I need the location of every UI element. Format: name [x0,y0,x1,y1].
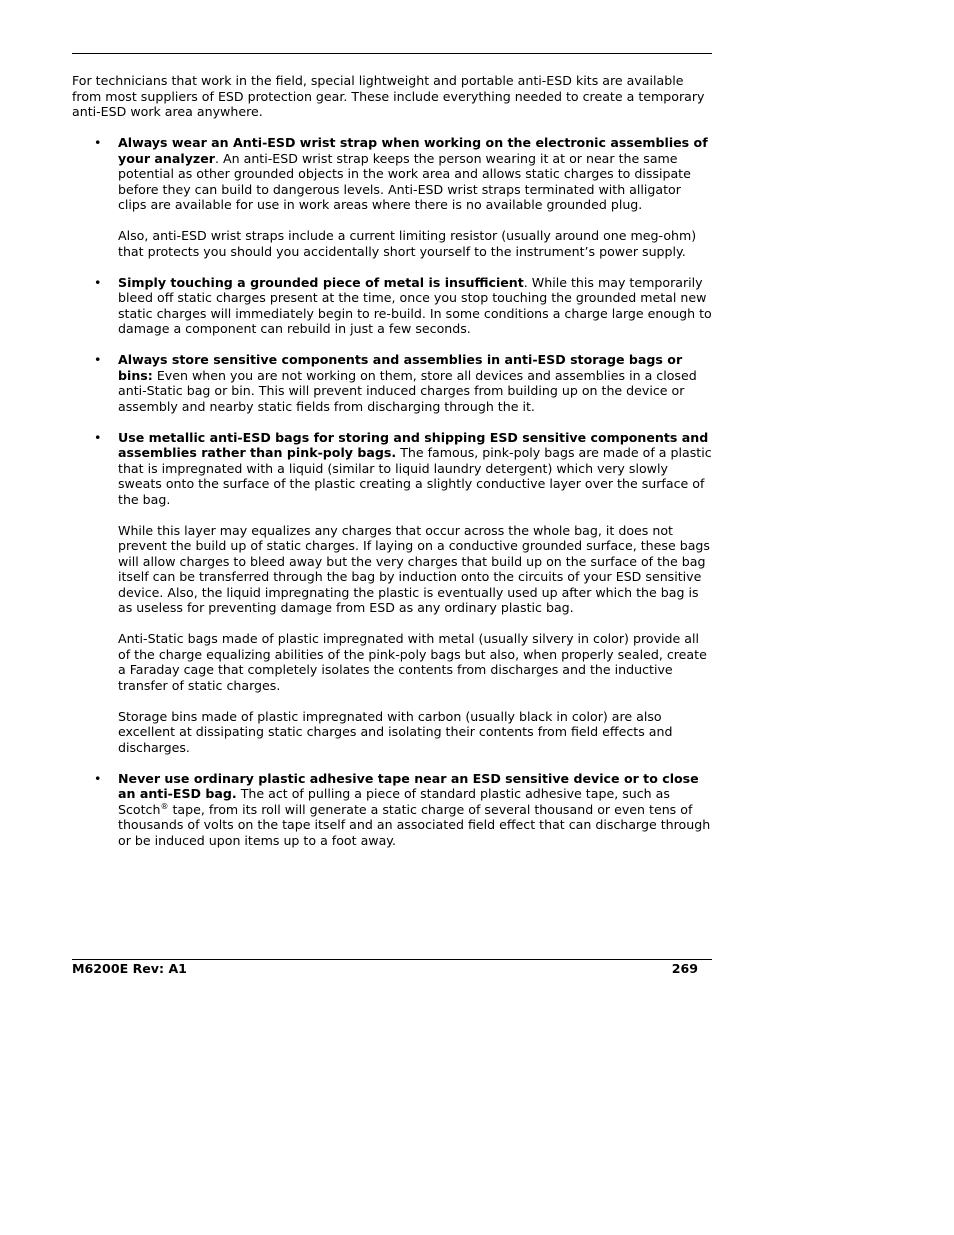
registered-mark: ® [160,801,169,811]
list-item [72,430,712,756]
list-item-paragraph: Storage bins made of plastic impregnated with carbon (usually black in color) are also excellent at dissipating static charges and isolating their contents from field effects and discharges. [118,708,673,755]
list-item-paragraph: Anti-Static bags made of plastic impregnated with metal (usually silvery in color) provide all of the charge equalizing abilities of the pink-poly bags but also, when properly sealed, create a Faraday cage that completely isolates the contents from discharges and the inductive transfer of static charges. [118,631,707,693]
page-number: 269 [671,961,698,976]
list-item-paragraph: Also, anti-ESD wrist straps include a current limiting resistor (usually around one meg-ohm) that protects you should you accidentally short yourself to the instrument’s power supply. [118,228,697,259]
list-item-paragraph [118,771,712,849]
list-item-paragraph: While this layer may equalizes any charges that occur across the whole bag, it does not prevent the build up of static charges. If laying on a conductive grounded surface, these bags will allow charges to bleed away but the very charges that build up on the surface of the bag itself can be transferred through the bag by induction onto the circuits of your ESD sensitive device. Also, the liquid impregnating the plastic is eventually used up after which the bag is as useless for preventing damage from ESD as any ordinary plastic bag. [118,522,710,615]
list-item-paragraph [118,135,712,213]
list-item-heading: Never use ordinary plastic adhesive tape near an ESD sensitive device or to close an anti-ESD bag. [118,770,699,801]
document-revision: M6200E Rev: A1 [72,961,187,976]
list-item-text: Even when you are not working on them, store all devices and assemblies in a closed anti-Static bag or bin. This will prevent induced charges from building up on the device or assembly and nearby static fields from discharging through the it. [118,367,697,414]
footer-rule [72,959,712,960]
bullet-icon: • [94,352,102,367]
list-item-text: . While this may temporarily bleed off static charges present at the time, once you stop touching the grounded metal new static charges will immediately begin to re-build. In some conditions a charge large enough to damage a component can rebuild in just a few seconds. [118,274,712,336]
bullet-icon: • [94,274,102,290]
header-rule [72,53,712,54]
list-item-heading: Use metallic anti-ESD bags for storing and shipping ESD sensitive components and assemblies rather than pink-poly bags. [118,429,709,460]
list-item-text: tape, from its roll will generate a static charge of several thousand or even tens of thousands of volts on the tape itself and an associated field effect that can discharge through or be induced upon items up to a foot away. [118,801,711,848]
intro-paragraph: For technicians that work in the field, special lightweight and portable anti-ESD kits are available from most suppliers of ESD protection gear. These include everything needed to create a temporary anti-ESD work area anywhere. [72,73,705,119]
list-item-heading: Simply touching a grounded piece of metal is insufficient [118,274,524,290]
bullet-icon: • [94,770,102,786]
page-body [72,73,712,864]
list-item-text: . An anti-ESD wrist strap keeps the person wearing it at or near the same potential as other grounded objects in the work area and allows static charges to dissipate before they can build to dangerous levels. Anti-ESD wrist straps terminated with alligator clips are available for use in work areas where there is no available grounded plug. [118,150,691,212]
list-item [72,771,712,849]
bullet-icon: • [94,135,102,150]
list-item [72,352,712,414]
bullet-icon: • [94,429,102,445]
list-item [72,275,712,337]
list-item-text: The act of pulling a piece of standard plastic adhesive tape, such as Scotch [118,786,670,817]
list-item-heading: Always store sensitive components and assemblies in anti-ESD storage bags or bins: [118,352,683,383]
list-item-paragraph [118,352,712,414]
list-item-paragraph [118,430,712,508]
bullet-list [72,135,712,848]
list-item-heading: Always wear an Anti-ESD wrist strap when working on the electronic assemblies of your analyzer [118,135,708,166]
list-item [72,135,712,259]
list-item-text: The famous, pink-poly bags are made of a plastic that is impregnated with a liquid (similar to liquid laundry detergent) which very slowly sweats onto the surface of the plastic creating a slightly conductive layer over the surface of the bag. [118,445,712,507]
list-item-paragraph [118,275,712,337]
